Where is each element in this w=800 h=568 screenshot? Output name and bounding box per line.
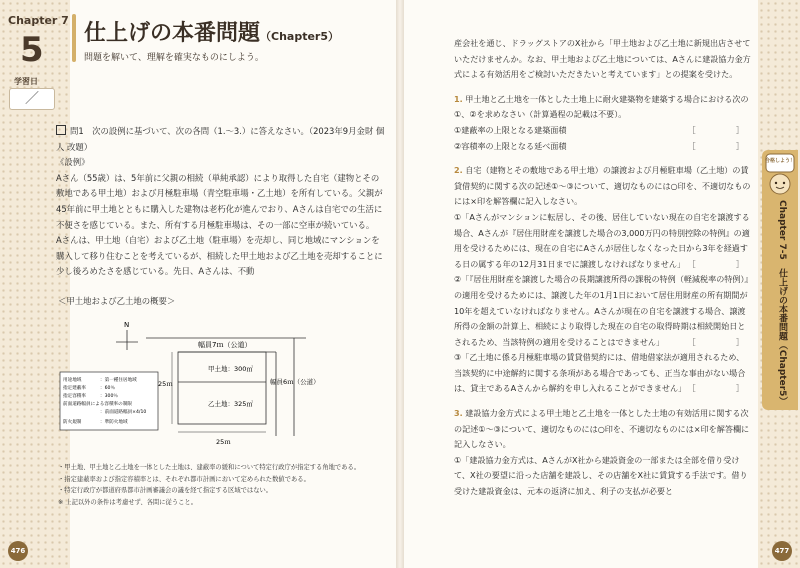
answer-box[interactable]: ［ ］ (687, 140, 752, 151)
question-1-1: 甲土地と乙土地を一体とした土地上に耐火建築物を建築する場合における次の①、②を求めなさい（計算過程の記載は不要）。 (454, 93, 749, 120)
setting-text-2: Aさんは、甲土地（自宅）および乙土地（駐車場）を売却し、同じ地域にマンションを購入して移り住むことを考えているが、相続した甲土地および乙土地を売却することに少し後ろめたさを感じている。先日、Aさんは、不動 (56, 235, 383, 277)
lot-a-label: 甲土地：300㎡ (208, 365, 253, 373)
svg-text:指定容積率: 指定容積率 (63, 394, 86, 399)
svg-text:：第一種住居地域: ：第一種住居地域 (100, 378, 137, 383)
question-1-3: 建設協力金方式による甲土地と乙土地を一体とした土地の有効活用に関する次の記述①〜③について、適切なものには○印を、不適切なものには×印を解答欄に記入しなさい。 (454, 408, 750, 450)
svg-text:指定建蔽率: 指定建蔽率 (63, 386, 86, 391)
chapter-tab-label: Chapter 7-5 仕上げの本番問題（Chapter5） (777, 200, 787, 406)
svg-text:防火規制: 防火規制 (63, 420, 82, 425)
road-right-label: 幅員6ｍ（公道） (270, 378, 320, 386)
svg-text:：60％: ：60％ (100, 386, 116, 391)
page-subtitle: 問題を解いて、理解を確実なものにしよう。 (84, 53, 264, 63)
dim-left-label: 25ｍ (158, 380, 173, 388)
q2-item-1: ①「Aさんがマンションに転居し、その後、居住していない現在の自宅を譲渡する場合、Aさんが『居住用財産を譲渡した場合の3,000万円の特別控除の特例』の適用を受けるためには、現在の自宅にAさんが居住しなくなった日から3年を経過する日の属する年の12月31日までに譲渡しなければなりません」 (454, 211, 750, 269)
svg-text:前面道路幅員による容積率の制限: 前面道路幅員による容積率の制限 (63, 402, 132, 407)
answer-box[interactable]: ［ ］ (687, 336, 752, 347)
svg-text:：前面道路幅員×4/10: ：前面道路幅員×4/10 (100, 410, 147, 415)
question-1 (56, 124, 386, 280)
svg-text:用途地域: 用途地域 (63, 378, 82, 383)
q3-item-1: ①「建設協力金方式は、AさんがX社から建設資金の一部または全部を借り受けて、X社の要望に沿った店舗を建設し、その店舗をX社に賃貸する手法です。借り受けた建設資金は、元本の返済に加え、利子の支払が必要と (454, 454, 748, 497)
book-gutter (396, 0, 404, 568)
answer-box[interactable]: ［ ］ (687, 258, 752, 269)
mascot-badge (763, 152, 797, 200)
checkbox-icon[interactable] (56, 125, 66, 135)
chapter-number: 5 (20, 30, 44, 70)
page-title: 仕上げの本番問題（Chapter5） (84, 21, 340, 46)
svg-text:：準防火地域: ：準防火地域 (100, 420, 128, 425)
intro-text: 産会社を通じ、ドラッグストアのX社から「甲土地および乙土地に新規出店させていただけませんか。なお、甲土地および乙土地については、Aさんに建設協力金方式による有効活用をご検討いただきたいと考えています」との提案を受けた。 (454, 38, 751, 80)
road-top-label: 幅員7ｍ（公道） (198, 341, 252, 349)
setting-text-1: Aさん（55歳）は、5年前に父親の相続（単純承認）により取得した自宅（建物とその敷地である甲土地）および月極駐車場（青空駐車場・乙土地）を所有している。父親が45年前に甲土地とともに購入した建物は老朽化が進んでおり、Aさんは自宅での生活に不便さを感じている。また、所有する月極駐車場は、その一部に空車が続いている。 (56, 172, 383, 230)
title-accent-bar (72, 14, 76, 62)
map-title: ＜甲土地および乙土地の概要＞ (58, 296, 176, 306)
right-body: 産会社を通じ、ドラッグストアのX社から「甲土地および乙土地に新規出店させていただけませんか。なお、甲土地および乙土地については、Aさんに建設協力金方式による有効活用をご検討いただきたいと考えています」との提案を受けた。 1. 甲土地と乙土地を一体とした土地上に耐火建築物を建築する場合における次の①、②を求めなさい（計算過程の記載は不要）。 ①建蔽率の上限となる建築面積 ［ ］ ②容積率の上限となる延べ面積 ［ ］ 2. 自宅（建物とその敷地である甲土地）の譲渡および月極駐車場（乙土地）の賃貸借契約に関する次の記述①〜③について、適切なものには○印を、不適切なものには×印を解答欄に記入しなさい。 ①「Aさんがマンションに転居し、その後、居住していない現在の自宅を譲渡する場合、Aさんが『居住用財産を譲渡した場合の3,000万円の特別控除の特例』の適用を受けるためには、現在の自宅にAさんが居住しなくなった日から3年を経過する日の属する年の12月31日までに譲渡しなければなりません」 ［ ］ ②「『居住用財産を譲渡した場合の長期譲渡所得の課税の特例（軽減税率の特例）』の適用を受けるためには、譲渡した年の1月1日において居住用財産の所有期間が10年を超えていなければなりません。Aさんが現在の自宅を譲渡する場合、譲渡所得の金額の計算上、相続により取得した現在の自宅の取得時期は相続開始日とされるため、当該特例の適用を受けることはできません」 ［ ］ ③「乙土地に係る月極駐車場の賃貸借契約には、借地借家法が適用されるため、当該契約に中途解約に関する条項がある場合であっても、正当な事由がない場合は、貸主であるAさんから解約を申し入れることができません」 ［ ］ 3. 建設協力金方式による甲土地と乙土地を一体とした土地の有効活用に関する次の記述①〜③について、適切なものには○印を、不適切なものには×印を解答欄に記入しなさい。 ①「建設協力金方式は、AさんがX社から建設資金の一部または全部を借り受けて、X社の要望に沿った店舗を建設し、その店舗をX社に賃貸する手法です。借り受けた建設資金は、元本の返済に加え、利子の支払が必要と (454, 36, 752, 500)
dim-bottom-label: 25ｍ (216, 438, 231, 446)
page-number-right: 477 (772, 541, 792, 561)
mascot-icon (763, 152, 797, 196)
left-page (0, 0, 396, 568)
question-1-heading: 問1 次の設例に基づいて、次の各問（1.〜3.）に答えなさい。（2023年9月金財 個人 改題） (56, 126, 385, 152)
chapter-label: Chapter 7 (8, 14, 69, 27)
q2-item-3: ③「乙土地に係る月極駐車場の賃貸借契約には、借地借家法が適用されるため、当該契約に中途解約に関する条項がある場合であっても、正当な事由がない場合は、貸主であるAさんから解約を申し入れることができません」 (454, 352, 746, 394)
svg-text:：300％: ：300％ (100, 394, 118, 399)
study-day-label: 学習日 (14, 77, 38, 86)
lot-b-label: 乙土地：325㎡ (208, 400, 253, 408)
north-label: N (124, 321, 130, 329)
answer-box[interactable]: ［ ］ (687, 124, 752, 135)
q2-item-2: ②「『居住用財産を譲渡した場合の長期譲渡所得の課税の特例（軽減税率の特例）』の適用を受けるためには、譲渡した年の1月1日において居住用財産の所有期間が10年を超えていなければなりません。Aさんが現在の自宅を譲渡する場合、譲渡所得の金額の計算上、相続により取得した現在の自宅の取得時期は相続開始日とされるため、当該特例の適用を受けることはできません」 (454, 274, 749, 347)
question-1-2: 自宅（建物とその敷地である甲土地）の譲渡および月極駐車場（乙土地）の賃貸借契約に関する次の記述①〜③について、適切なものには○印を、不適切なものには×印を解答欄に記入しなさい。 (454, 165, 751, 207)
setting-label: 《設例》 (56, 157, 90, 168)
right-page (404, 0, 800, 568)
answer-box[interactable]: ［ ］ (687, 383, 752, 394)
notes: ・甲土地、甲土地と乙土地を一体とした土地は、建蔽率の緩和について特定行政庁が指定する角地である。 ・指定建蔽率および指定容積率とは、それぞれ都市計画において定められた数値である。 ・特定行政庁が都道府県都市計画審議会の議を経て指定する区域ではない。 ※ 上記以外の条件は考慮せず、各問に従うこと。 (58, 464, 361, 506)
svg-text:合格しよう！: 合格しよう！ (764, 158, 796, 164)
study-day-field[interactable]: ／ (9, 88, 55, 110)
page-number-left: 476 (8, 541, 28, 561)
land-map (58, 312, 320, 454)
